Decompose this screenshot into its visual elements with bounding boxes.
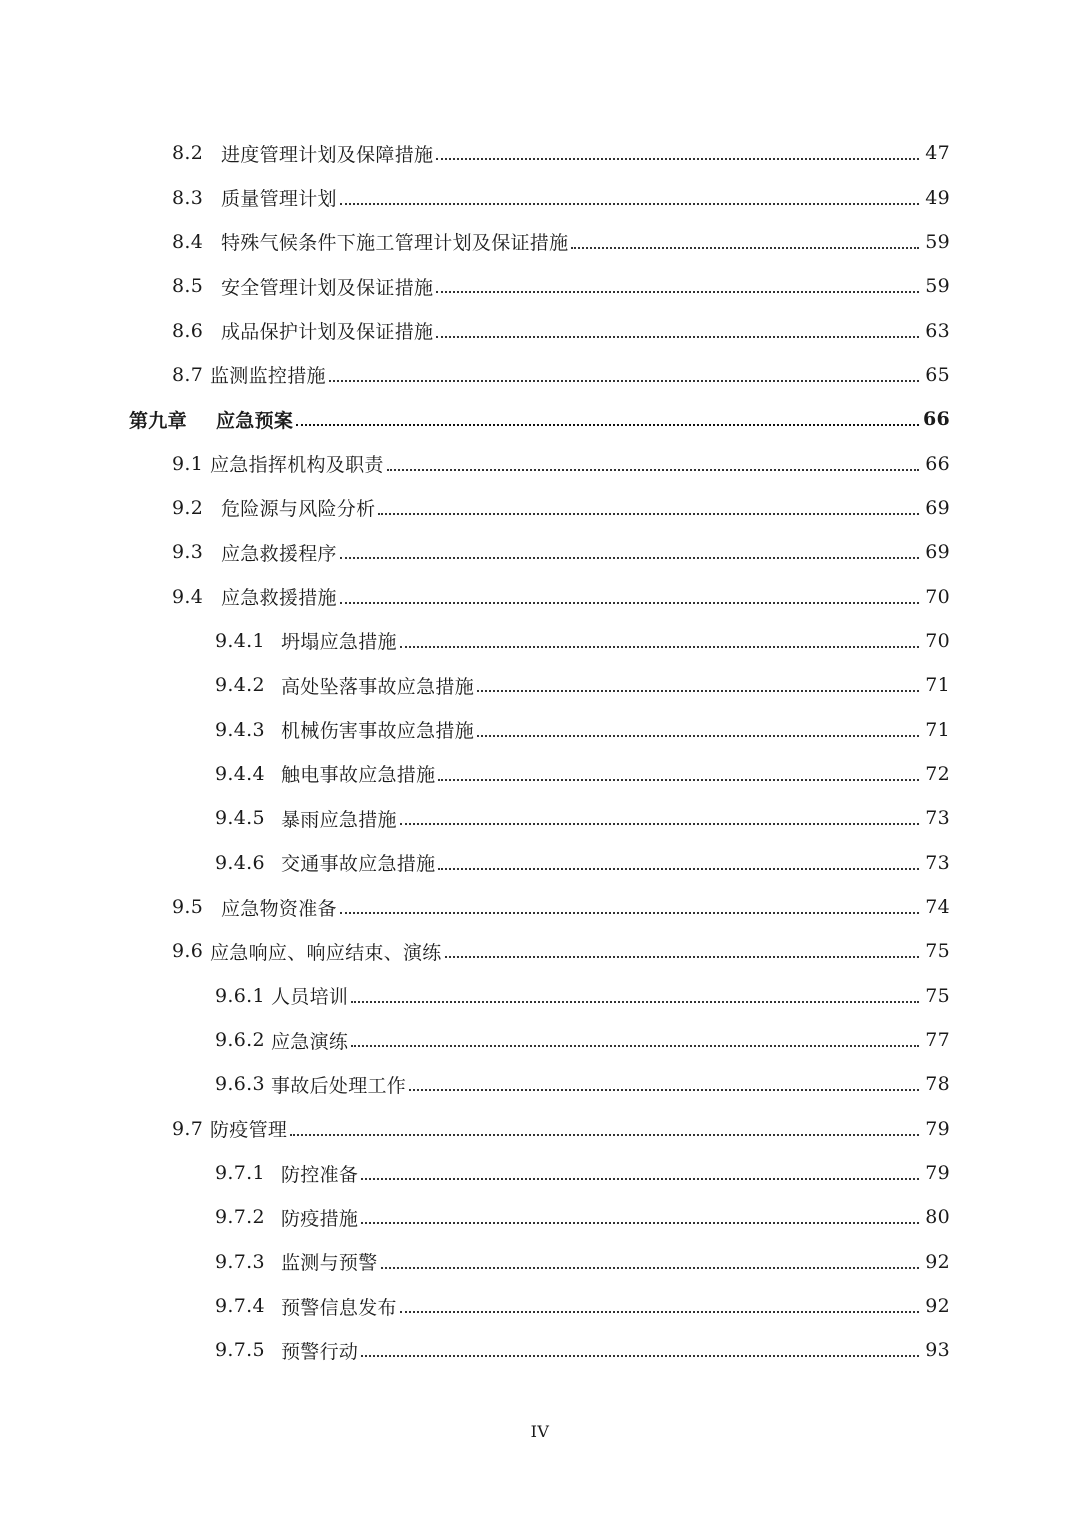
dot-leader xyxy=(438,868,919,870)
toc-entry-title: 危险源与风险分析 xyxy=(221,498,376,521)
toc-entry[interactable] xyxy=(0,752,1080,796)
toc-entry-title: 安全管理计划及保证措施 xyxy=(221,276,434,299)
toc-entry-page: 75 xyxy=(925,984,950,1007)
dot-leader xyxy=(436,336,919,338)
toc-entry-number: 9.4 xyxy=(172,585,204,608)
toc-entry[interactable] xyxy=(0,131,1080,175)
dot-leader xyxy=(361,1355,919,1357)
toc-entry-number: 9.7.1 xyxy=(215,1162,265,1185)
dot-leader xyxy=(340,912,919,914)
toc-entry[interactable] xyxy=(0,574,1080,618)
toc-entry[interactable] xyxy=(0,663,1080,707)
toc-entry[interactable] xyxy=(0,353,1080,397)
dot-leader xyxy=(400,1311,919,1313)
toc-entry[interactable] xyxy=(0,929,1080,973)
toc-entry-page: 70 xyxy=(925,629,950,652)
dot-leader xyxy=(340,203,919,205)
toc-entry[interactable] xyxy=(0,707,1080,751)
toc-entry-page: 69 xyxy=(925,496,950,519)
toc-entry-number: 9.7.2 xyxy=(215,1206,265,1229)
toc-entry-page: 73 xyxy=(925,807,950,830)
toc-entry[interactable] xyxy=(0,974,1080,1018)
toc-entry-title: 预警行动 xyxy=(281,1340,359,1363)
toc-entry[interactable] xyxy=(0,796,1080,840)
toc-entry-title: 进度管理计划及保障措施 xyxy=(221,143,434,166)
toc-entry-page: 65 xyxy=(925,363,950,386)
toc-entry-page: 80 xyxy=(925,1206,950,1229)
toc-entry-title: 应急演练 xyxy=(271,1030,349,1053)
toc-entry-page: 75 xyxy=(925,940,950,963)
toc-entry[interactable] xyxy=(0,885,1080,929)
toc-entry[interactable] xyxy=(0,1107,1080,1151)
dot-leader xyxy=(296,424,919,426)
toc-entry-page: 72 xyxy=(925,762,950,785)
dot-leader xyxy=(378,513,919,515)
toc-entry-number: 9.7 xyxy=(172,1117,204,1140)
toc-entry-number: 9.6 xyxy=(172,940,204,963)
toc-entry[interactable] xyxy=(0,530,1080,574)
toc-entry-title: 触电事故应急措施 xyxy=(281,764,436,787)
toc-entry-title: 质量管理计划 xyxy=(221,188,337,211)
toc-entry-page: 92 xyxy=(925,1250,950,1273)
toc-entry-title: 事故后处理工作 xyxy=(271,1074,407,1097)
toc-entry-number: 9.5 xyxy=(172,896,204,919)
toc-entry-title: 应急救援程序 xyxy=(221,542,337,565)
toc-entry-number: 9.7.4 xyxy=(215,1295,265,1318)
toc-entry-title: 应急响应、响应结束、演练 xyxy=(210,941,442,964)
dot-leader xyxy=(351,1045,919,1047)
toc-entry-title: 人员培训 xyxy=(271,986,349,1009)
page-number-footer: IV xyxy=(530,1422,550,1441)
toc-entry[interactable] xyxy=(0,220,1080,264)
toc-entry[interactable] xyxy=(0,486,1080,530)
dot-leader xyxy=(400,646,919,648)
toc-entry-title: 应急救援措施 xyxy=(221,587,337,610)
toc-entry-page: 77 xyxy=(925,1029,950,1052)
toc-entry-page: 49 xyxy=(925,186,950,209)
toc-entry-title: 高处坠落事故应急措施 xyxy=(281,675,475,698)
dot-leader xyxy=(436,291,919,293)
toc-entry-page: 70 xyxy=(925,585,950,608)
toc-entry-page: 73 xyxy=(925,851,950,874)
toc-entry-title: 成品保护计划及保证措施 xyxy=(221,321,434,344)
toc-chapter-entry[interactable] xyxy=(0,397,1080,441)
toc-entry-number: 9.7.3 xyxy=(215,1250,265,1273)
toc-entry-title: 应急物资准备 xyxy=(221,897,337,920)
toc-entry-number: 8.5 xyxy=(172,275,204,298)
toc-entry-page: 74 xyxy=(925,896,950,919)
toc-entry-number: 9.2 xyxy=(172,496,204,519)
dot-leader xyxy=(438,779,919,781)
toc-entry-page: 92 xyxy=(925,1295,950,1318)
toc-entry-number: 9.4.1 xyxy=(215,629,265,652)
dot-leader xyxy=(329,380,919,382)
toc-entry-page: 79 xyxy=(925,1162,950,1185)
toc-entry-title: 监测监控措施 xyxy=(210,365,326,388)
dot-leader xyxy=(436,158,919,160)
toc-entry-number: 9.3 xyxy=(172,541,204,564)
toc-entry[interactable] xyxy=(0,619,1080,663)
toc-entry-number: 9.6.2 xyxy=(215,1029,265,1052)
toc-entry[interactable] xyxy=(0,1195,1080,1239)
toc-entry-number: 8.6 xyxy=(172,319,204,342)
dot-leader xyxy=(361,1178,919,1180)
toc-entry-title: 防控准备 xyxy=(281,1163,359,1186)
dot-leader xyxy=(290,1134,919,1136)
toc-entry[interactable] xyxy=(0,308,1080,352)
toc-entry-number: 9.4.3 xyxy=(215,718,265,741)
toc-entry-page: 69 xyxy=(925,541,950,564)
toc-entry-title: 特殊气候条件下施工管理计划及保证措施 xyxy=(221,232,569,255)
toc-entry-page: 71 xyxy=(925,674,950,697)
toc-entry[interactable] xyxy=(0,441,1080,485)
dot-leader xyxy=(477,690,919,692)
dot-leader xyxy=(381,1267,919,1269)
toc-entry-page: 59 xyxy=(925,230,950,253)
toc-entry-title: 监测与预警 xyxy=(281,1252,378,1275)
toc-entry-number: 9.7.5 xyxy=(215,1339,265,1362)
toc-entry-title: 交通事故应急措施 xyxy=(281,853,436,876)
toc-entry-title: 机械伤害事故应急措施 xyxy=(281,720,475,743)
toc-entry-page: 79 xyxy=(925,1117,950,1140)
toc-entry-number: 9.4.4 xyxy=(215,762,265,785)
toc-entry-title: 防疫管理 xyxy=(210,1119,288,1142)
dot-leader xyxy=(361,1222,919,1224)
toc-entry[interactable] xyxy=(0,1062,1080,1106)
toc-entry-number: 9.4.5 xyxy=(215,807,265,830)
toc-entry-number: 9.6.1 xyxy=(215,984,265,1007)
dot-leader xyxy=(409,1089,919,1091)
table-of-contents xyxy=(0,131,1080,1373)
dot-leader xyxy=(340,602,919,604)
dot-leader xyxy=(445,956,919,958)
toc-entry-page: 66 xyxy=(922,408,950,431)
toc-entry[interactable] xyxy=(0,1284,1080,1328)
toc-entry-number: 9.1 xyxy=(172,452,204,475)
toc-entry-title: 应急预案 xyxy=(216,409,294,432)
toc-entry[interactable] xyxy=(0,264,1080,308)
toc-entry-title: 应急指挥机构及职责 xyxy=(210,454,384,477)
dot-leader xyxy=(400,823,919,825)
dot-leader xyxy=(340,557,919,559)
toc-entry-page: 66 xyxy=(925,452,950,475)
toc-entry-page: 78 xyxy=(925,1073,950,1096)
toc-entry-title: 防疫措施 xyxy=(281,1207,359,1230)
toc-entry-number: 9.6.3 xyxy=(215,1073,265,1096)
toc-entry-page: 47 xyxy=(925,142,950,165)
dot-leader xyxy=(351,1001,919,1003)
toc-entry-title: 坍塌应急措施 xyxy=(281,631,397,654)
toc-entry-page: 63 xyxy=(925,319,950,342)
toc-entry-number: 8.3 xyxy=(172,186,204,209)
dot-leader xyxy=(571,247,919,249)
toc-entry-number: 第九章 xyxy=(129,409,187,432)
dot-leader xyxy=(477,735,919,737)
toc-entry[interactable] xyxy=(0,1240,1080,1284)
toc-entry-number: 8.4 xyxy=(172,230,204,253)
toc-entry-title: 预警信息发布 xyxy=(281,1296,397,1319)
toc-entry[interactable] xyxy=(0,175,1080,219)
toc-entry-number: 9.4.6 xyxy=(215,851,265,874)
toc-entry-page: 59 xyxy=(925,275,950,298)
toc-entry[interactable] xyxy=(0,1151,1080,1195)
dot-leader xyxy=(387,469,919,471)
toc-entry[interactable] xyxy=(0,1018,1080,1062)
toc-entry-number: 8.7 xyxy=(172,363,204,386)
toc-entry-title: 暴雨应急措施 xyxy=(281,808,397,831)
toc-entry-page: 93 xyxy=(925,1339,950,1362)
toc-entry[interactable] xyxy=(0,841,1080,885)
toc-entry-page: 71 xyxy=(925,718,950,741)
toc-entry-number: 8.2 xyxy=(172,142,204,165)
toc-entry-number: 9.4.2 xyxy=(215,674,265,697)
toc-entry[interactable] xyxy=(0,1328,1080,1372)
